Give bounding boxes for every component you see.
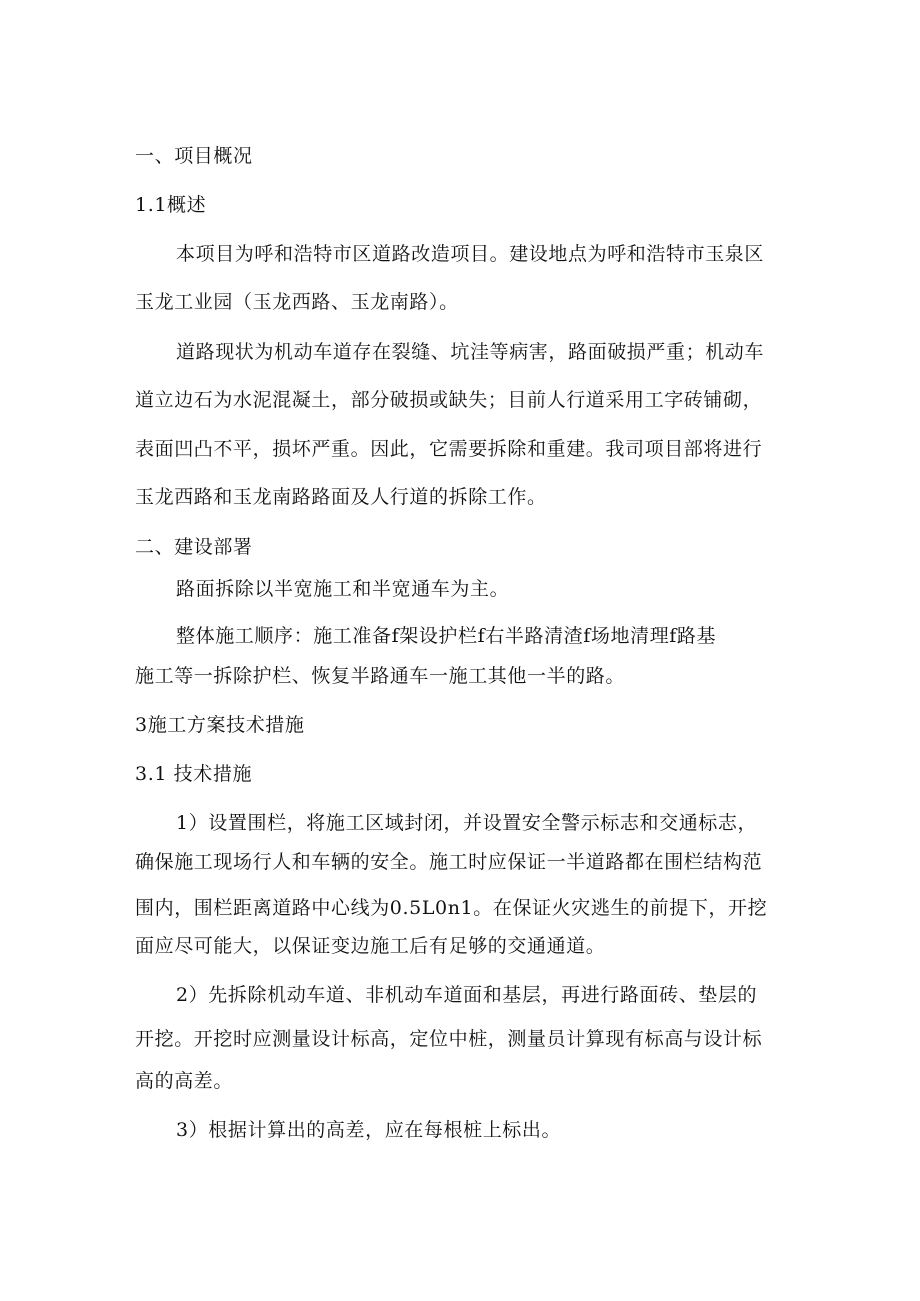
- section-heading-construction-deployment: 二、建设部署: [135, 536, 253, 558]
- paragraph-line: 表面凹凸不平，损坏严重。因此，它需要拆除和重建。我司项目部将进行: [135, 438, 763, 460]
- paragraph-line: 2）先拆除机动车道、非机动车道面和基层，再进行路面砖、垫层的: [176, 984, 758, 1006]
- paragraph-line: 本项目为呼和浩特市区道路改造项目。建设地点为呼和浩特市玉泉区: [176, 243, 765, 265]
- paragraph-line: 道路现状为机动车道存在裂缝、坑洼等病害，路面破损严重；机动车: [176, 341, 765, 363]
- paragraph-line: 围内，围栏距离道路中心线为0.5L0n1。在保证火灾逃生的前提下，开挖: [135, 897, 768, 919]
- section-heading-technical-measures: 3施工方案技术措施: [135, 714, 305, 736]
- subsection-heading-technical-measures: 3.1 技术措施: [135, 763, 253, 785]
- paragraph-line: 整体施工顺序：施工准备f架设护栏f右半路清渣f场地清理f路基: [176, 625, 717, 647]
- paragraph-line: 确保施工现场行人和车辆的安全。施工时应保证一半道路都在围栏结构范: [135, 851, 763, 873]
- paragraph-line: 玉龙工业园（玉龙西路、玉龙南路）。: [135, 291, 459, 313]
- paragraph-line: 玉龙西路和玉龙南路路面及人行道的拆除工作。: [135, 486, 547, 508]
- paragraph-line: 开挖。开挖时应测量设计标高，定位中桩，测量员计算现有标高与设计标: [135, 1028, 763, 1050]
- paragraph-line: 高的高差。: [135, 1070, 234, 1092]
- subsection-heading-overview: 1.1概述: [135, 194, 207, 216]
- paragraph-line: 施工等一拆除护栏、恢复半路通车一施工其他一半的路。: [135, 665, 626, 687]
- paragraph-line: 1）设置围栏，将施工区域封闭，并设置安全警示标志和交通标志，: [176, 812, 758, 834]
- paragraph-line: 道立边石为水泥混凝土，部分破损或缺失；目前人行道采用工字砖铺砌，: [135, 389, 763, 411]
- paragraph-line: 3）根据计算出的高差，应在每根桩上标出。: [176, 1119, 562, 1141]
- section-heading-project-overview: 一、项目概况: [135, 145, 253, 167]
- paragraph-line: 路面拆除以半宽施工和半宽通车为主。: [176, 578, 510, 600]
- paragraph-line: 面应尽可能大，以保证变边施工后有足够的交通通道。: [135, 935, 606, 957]
